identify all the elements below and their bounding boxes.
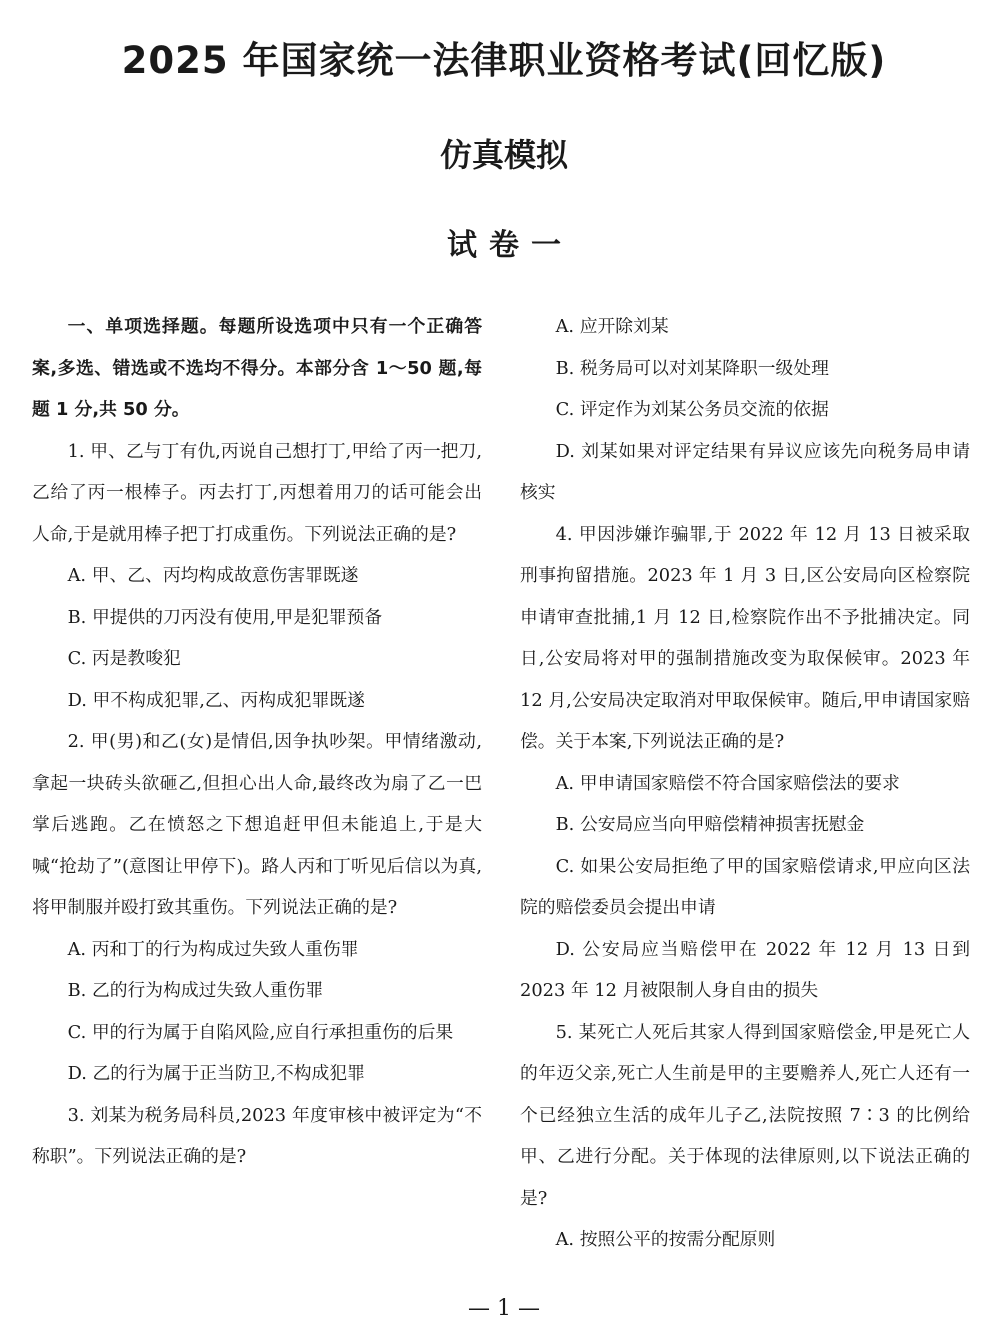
question-4-stem: 4. 甲因涉嫌诈骗罪,于 2022 年 12 月 13 日被采取刑事拘留措施。2023 年 1 月 3 日,区公安局向区检察院申请审查批捕,1 月 12 日,检察院作出不予批捕决定。同日,公安局将对甲的强制措施改变为取保候审。2023 年 12 月,公安局决定取消对甲取保候审。随后,甲申请国家赔偿。关于本案,下列说法正确的是? (520, 523, 970, 752)
question-2-option-d: D. 乙的行为属于正当防卫,不构成犯罪 (67, 1063, 365, 1084)
page-number: — 1 — (468, 1296, 540, 1321)
right-column (520, 306, 970, 1261)
question-1-option-b: B. 甲提供的刀丙没有使用,甲是犯罪预备 (67, 606, 383, 628)
question-5-option-a: A. 按照公平的按需分配原则 (555, 1229, 776, 1250)
question-1-stem: 1. 甲、乙与丁有仇,丙说自己想打丁,甲给了丙一把刀,乙给了丙一根棒子。丙去打丁,丙想着用刀的话可能会出人命,于是就用棒子把丁打成重伤。下列说法正确的是? (32, 440, 482, 545)
left-column (32, 306, 482, 1178)
exam-subtitle: 仿真模拟 (439, 136, 568, 174)
question-4-option-b: B. 公安局应当向甲赔偿精神损害抚慰金 (555, 814, 865, 835)
question-2-stem: 2. 甲(男)和乙(女)是情侣,因争执吵架。甲情绪激动,拿起一块砖头欲砸乙,但担心出人命,最终改为扇了乙一巴掌后逃跑。乙在愤怒之下想追赶甲但未能追上,于是大喊“抢劫了”(意图让甲停下)。路人丙和丁听见后信以为真,将甲制服并殴打致其重伤。下列说法正确的是? (32, 731, 482, 918)
section-heading: 一、单项选择题。每题所设选项中只有一个正确答案,多选、错选或不选均不得分。本部分含 1～50 题,每题 1 分,共 50 分。 (32, 316, 482, 420)
question-1-option-c: C. 丙是教唆犯 (67, 648, 181, 669)
question-1-option-a: A. 甲、乙、丙均构成故意伤害罪既遂 (67, 565, 359, 586)
question-4-option-c: C. 如果公安局拒绝了甲的国家赔偿请求,甲应向区法院的赔偿委员会提出申请 (520, 855, 970, 918)
question-3-option-a: A. 应开除刘某 (555, 316, 669, 337)
question-4-option-a: A. 甲申请国家赔偿不符合国家赔偿法的要求 (555, 772, 900, 794)
paper-title: 试卷一 (447, 228, 573, 263)
question-3-option-c: C. 评定作为刘某公务员交流的依据 (555, 399, 829, 420)
question-5-stem: 5. 某死亡人死后其家人得到国家赔偿金,甲是死亡人的年迈父亲,死亡人生前是甲的主要赡养人,死亡人还有一个已经独立生活的成年儿子乙,法院按照 7∶3 的比例给甲、乙进行分配。关于体现的法律原则,以下说法正确的是? (520, 1021, 970, 1209)
question-2-option-b: B. 乙的行为构成过失致人重伤罪 (67, 980, 324, 1001)
question-3-option-d: D. 刘某如果对评定结果有异议应该先向税务局申请核实 (520, 440, 970, 503)
question-3-stem: 3. 刘某为税务局科员,2023 年度审核中被评定为“不称职”。下列说法正确的是? (32, 1104, 482, 1167)
question-2-option-a: A. 丙和丁的行为构成过失致人重伤罪 (67, 938, 359, 960)
question-4-option-d: D. 公安局应当赔偿甲在 2022 年 12 月 13 日到 2023 年 12 月被限制人身自由的损失 (520, 938, 970, 1001)
question-3-option-b: B. 税务局可以对刘某降职一级处理 (555, 357, 829, 379)
question-1-option-d: D. 甲不构成犯罪,乙、丙构成犯罪既遂 (67, 689, 365, 711)
question-2-option-c: C. 甲的行为属于自陷风险,应自行承担重伤的后果 (67, 1021, 454, 1043)
exam-title: 2025 年国家统一法律职业资格考试(回忆版) (121, 39, 887, 82)
